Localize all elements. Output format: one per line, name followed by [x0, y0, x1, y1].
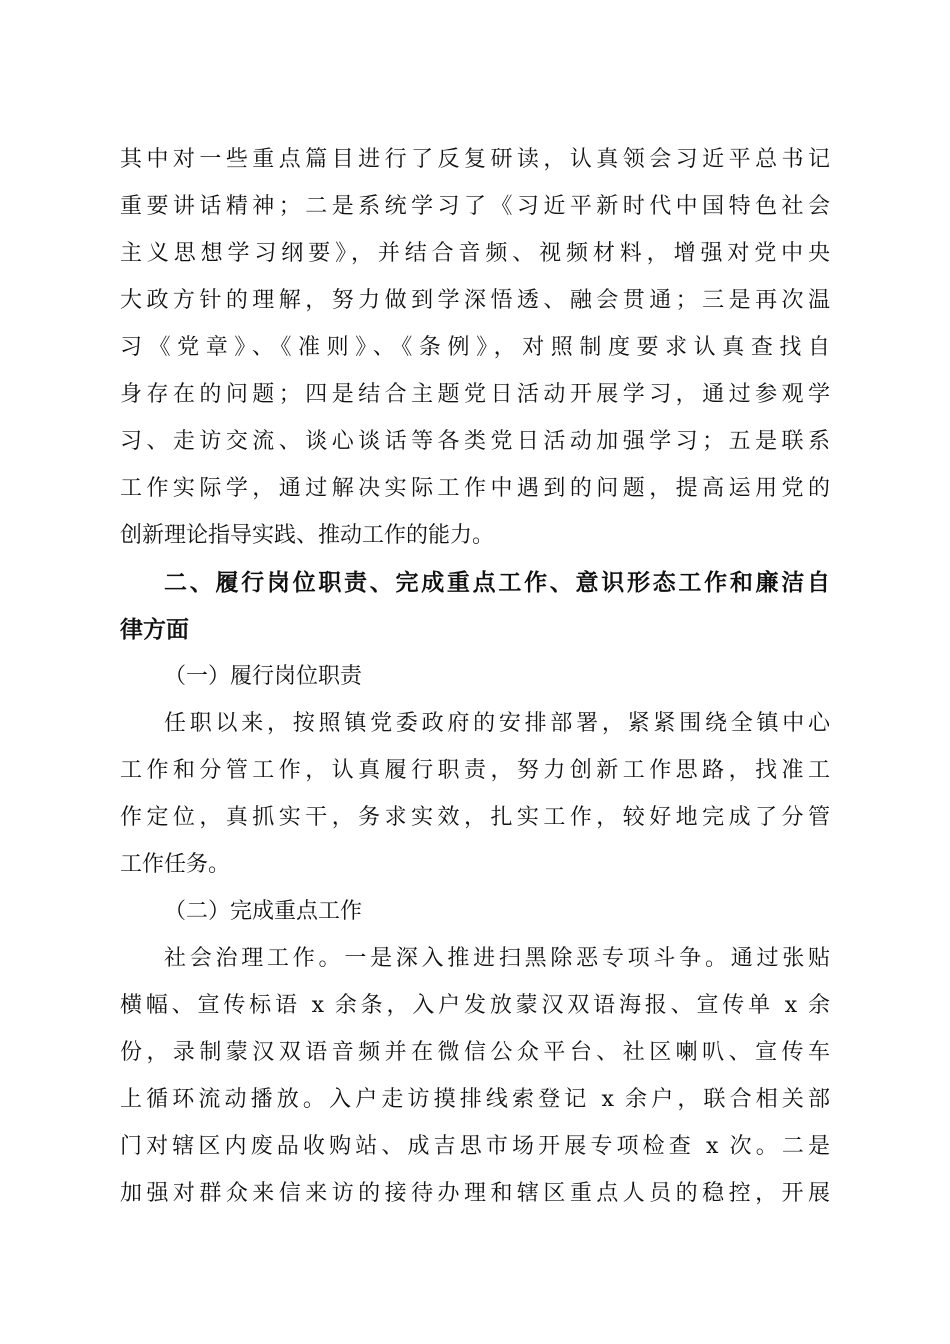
subsection-heading: （一）履行岗位职责: [164, 664, 363, 689]
text-line: 工作和分管工作，认真履行职责，努力创新工作思路，找准工: [120, 758, 830, 783]
text-line: 工作任务。: [120, 852, 231, 877]
text-line: 习《党章》、《准则》、《条例》，对照制度要求认真查找自: [120, 335, 830, 360]
text-line: 习、走访交流、谈心谈话等各类党日活动加强学习；五是联系: [120, 429, 830, 454]
text-line: 重要讲话精神；二是系统学习了《习近平新时代中国特色社会: [120, 194, 830, 219]
text-line: 加强对群众来信来访的接待办理和辖区重点人员的稳控，开展: [120, 1181, 830, 1206]
text-line: 上循环流动播放。入户走访摸排线索登记 x 余户，联合相关部: [120, 1087, 830, 1112]
section-heading-continued: 律方面: [120, 617, 189, 643]
text-line: 创新理论指导实践、推动工作的能力。: [120, 523, 495, 548]
text-line: 其中对一些重点篇目进行了反复研读，认真领会习近平总书记: [120, 147, 830, 172]
text-line: 主义思想学习纲要》，并结合音频、视频材料，增强对党中央: [120, 241, 830, 266]
text-line: 作定位，真抓实干，务求实效，扎实工作，较好地完成了分管: [120, 805, 830, 830]
text-line: 工作实际学，通过解决实际工作中遇到的问题，提高运用党的: [120, 476, 830, 501]
text-line: 社会治理工作。一是深入推进扫黑除恶专项斗争。通过张贴: [164, 946, 830, 971]
text-line: 份，录制蒙汉双语音频并在微信公众平台、社区喇叭、宣传车: [120, 1040, 830, 1065]
section-heading: 二、履行岗位职责、完成重点工作、意识形态工作和廉洁自: [164, 570, 830, 596]
subsection-heading: （二）完成重点工作: [164, 899, 363, 924]
text-line: 大政方针的理解，努力做到学深悟透、融会贯通；三是再次温: [120, 288, 830, 313]
text-line: 门对辖区内废品收购站、成吉思市场开展专项检查 x 次。二是: [120, 1134, 830, 1159]
text-line: 身存在的问题；四是结合主题党日活动开展学习，通过参观学: [120, 382, 830, 407]
text-line: 横幅、宣传标语 x 余条，入户发放蒙汉双语海报、宣传单 x 余: [120, 993, 830, 1018]
text-line: 任职以来，按照镇党委政府的安排部署，紧紧围绕全镇中心: [164, 711, 830, 736]
